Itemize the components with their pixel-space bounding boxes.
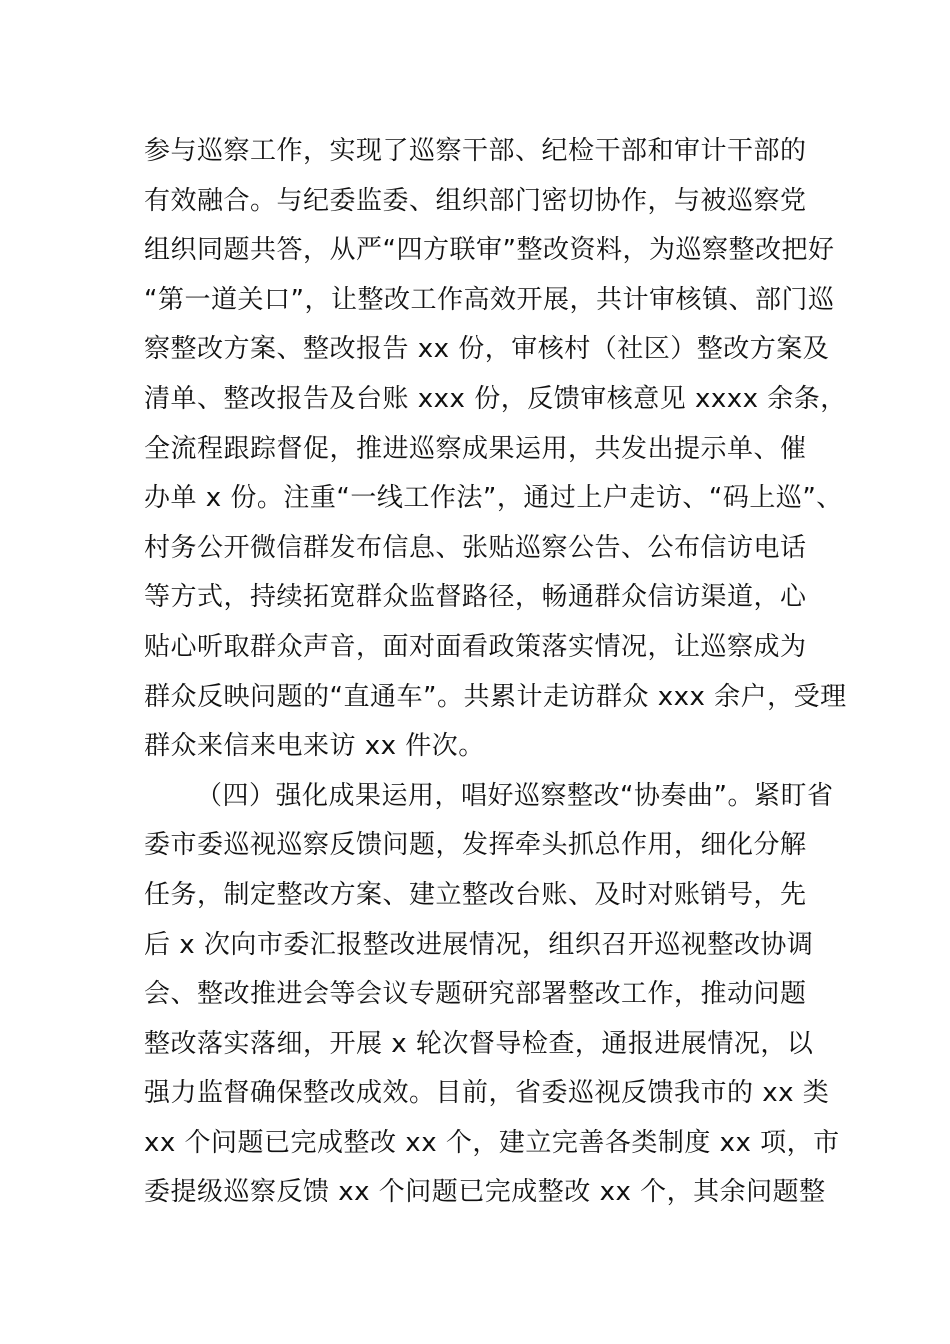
text-line: 群众来信来电来访 xx 件次。 (144, 731, 485, 762)
text-line: 组织同题共答，从严“四方联审”整改资料，为巡察整改把好 (144, 235, 835, 266)
text-line: 全流程跟踪督促，推进巡察成果运用，共发出提示单、催 (144, 433, 807, 464)
text-line: 强力监督确保整改成效。目前，省委巡视反馈我市的 xx 类 (144, 1078, 830, 1109)
section-heading-line: （四）强化成果运用，唱好巡察整改“协奏曲”。紧盯省 (196, 780, 834, 811)
text-line: 村务公开微信群发布信息、张贴巡察公告、公布信访电话 (144, 532, 807, 563)
text-line: 后 x 次向市委汇报整改进展情况，组织召开巡视整改协调 (144, 929, 814, 960)
text-line: 任务，制定整改方案、建立整改台账、及时对账销号，先 (144, 879, 807, 910)
text-line: 办单 x 份。注重“一线工作法”，通过上户走访、“码上巡”、 (144, 483, 843, 514)
text-line: 察整改方案、整改报告 xx 份，审核村（社区）整改方案及 (144, 334, 830, 365)
text-line: 会、整改推进会等会议专题研究部署整改工作，推动问题 (144, 979, 807, 1010)
text-line: 贴心听取群众声音，面对面看政策落实情况，让巡察成为 (144, 631, 807, 662)
text-line: 等方式，持续拓宽群众监督路径，畅通群众信访渠道，心 (144, 582, 807, 613)
text-line: “第一道关口”，让整改工作高效开展，共计审核镇、部门巡 (144, 284, 835, 315)
text-line: 清单、整改报告及台账 xxx 份，反馈审核意见 xxxx 余条， (144, 383, 847, 414)
text-line: xx 个问题已完成整改 xx 个，建立完善各类制度 xx 项，市 (144, 1127, 840, 1158)
text-line: 群众反映问题的“直通车”。共累计走访群众 xxx 余户，受理 (144, 681, 847, 712)
text-line: 有效融合。与纪委监委、组织部门密切协作，与被巡察党 (144, 185, 807, 216)
body-text (144, 127, 847, 1218)
text-line: 委提级巡察反馈 xx 个问题已完成整改 xx 个，其余问题整 (144, 1177, 826, 1208)
text-line: 委市委巡视巡察反馈问题，发挥牵头抓总作用，细化分解 (144, 830, 807, 861)
text-line: 整改落实落细，开展 x 轮次督导检查，通报进展情况，以 (144, 1028, 814, 1059)
text-line: 参与巡察工作，实现了巡察干部、纪检干部和审计干部的 (144, 136, 807, 166)
